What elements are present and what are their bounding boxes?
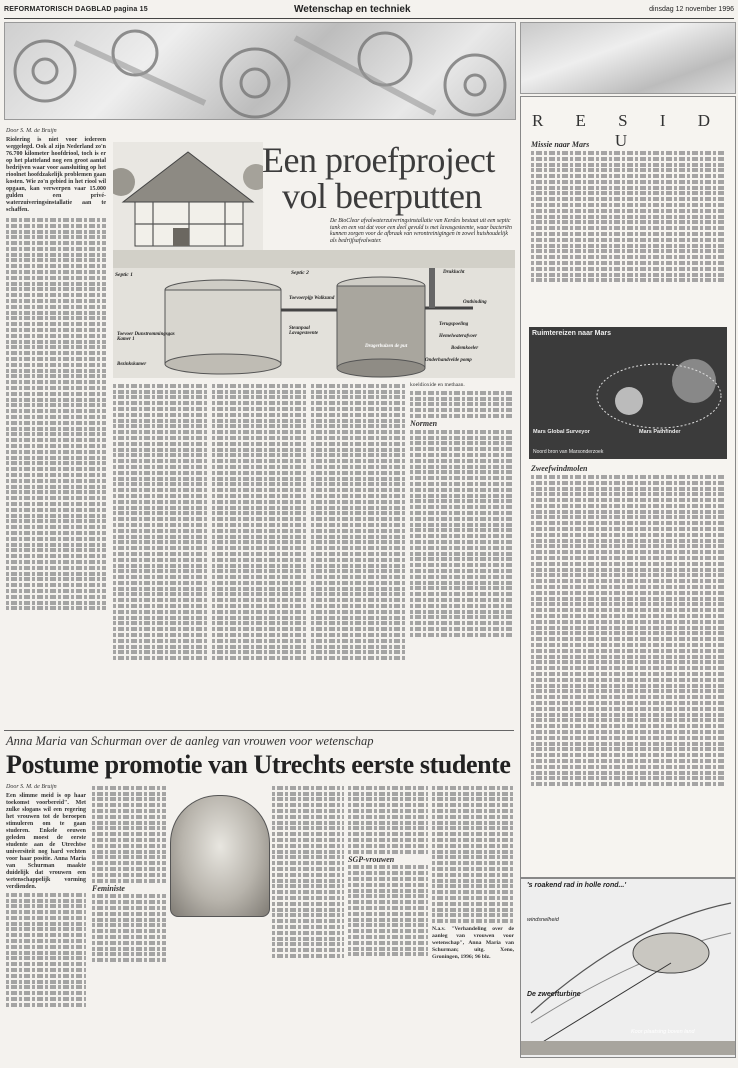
mars-figure-title: Ruimtereizen naar Mars xyxy=(532,330,611,337)
diagram-label-toevoer: Toevoer Dunstrommingsgas Kamer 1 xyxy=(117,332,175,342)
diagram-label-septic-2: Septic 2 xyxy=(291,270,309,276)
article1-lead: Riolering is niet voor iedereen weggelegd. Ook al zijn Nederland zo'n 76.700 kilometer hoofdriool, toch is er op het platteland nog een groot aantal bedrijven waar voor aansluiting op het rioolnet hoofdzakelijk problemen gaan kosten. Wie zo'n gebied in het riool wil opgaan, kan verwerpen vaar 15.000 gulden een privé-waterzuiveringsinstallatie aan te schaffen. xyxy=(6,136,106,213)
article2-column-1 xyxy=(6,784,86,1064)
article1-column-1 xyxy=(6,128,106,688)
mars-legend-surveyor: Mars Global Surveyor xyxy=(533,429,590,435)
wind-label-zweefturbine: De zweefturbine xyxy=(527,991,581,998)
diagram-label-toevoerpijp: Toevoerpijp Walkzand xyxy=(289,296,335,301)
diagram-label-druklucht: Druklucht xyxy=(443,270,465,275)
article1-note: koeldioxide en methaan. xyxy=(410,382,465,388)
article2-column-3 xyxy=(272,784,344,1064)
page-header xyxy=(4,4,734,19)
article2-column-4 xyxy=(348,784,428,1064)
mars-figure-credit: Noord bron van Marsonderzoek xyxy=(533,449,604,455)
article2-column-5 xyxy=(432,784,514,1064)
technology-banner-image-right xyxy=(520,22,736,94)
article1-column-2 xyxy=(113,382,208,712)
article1-column-5 xyxy=(410,382,514,712)
diagram-label-hemelwater: Hemelwaterafvoer xyxy=(439,334,478,339)
article1-subhead-normen: Normen xyxy=(410,418,438,428)
article2-kicker: Anna Maria van Schurman over de aanleg van vrouwen voor wetenschap xyxy=(6,734,374,748)
section-divider xyxy=(4,730,514,731)
wind-label-windsnelheid: windsnelheid xyxy=(527,917,559,923)
diagram-label-septic-1: Septic 1 xyxy=(115,272,133,278)
article1-caption: De BioClear afvalwaterzuiveringsinstallatie van Kerdes bestaat uit een septic tank en een vat dat voor een deel gevuld is met lavasgesteente, waar bacteriën kunnen zorgen voor de afbraak van verontreinigingen in zowel huishoudelijk als bedrijfsafvalwater. xyxy=(330,218,512,245)
gears-illustration xyxy=(5,23,515,119)
newspaper-name: REFORMATORISCH DAGBLAD pagina 15 xyxy=(4,6,148,13)
section-title: Wetenschap en techniek xyxy=(294,4,411,15)
diagram-label-ontbinding: Ontbinding xyxy=(463,300,487,305)
technology-banner-image xyxy=(4,22,516,120)
diagram-label-terugspoeling: Terugspoeling xyxy=(439,322,469,327)
diagram-label-pomp: Onderhandvelde pomp xyxy=(425,358,472,363)
article1-column-4 xyxy=(311,382,406,712)
article2-byline: Door S. M. de Bruijn xyxy=(6,784,57,790)
wind-turbine-illustration xyxy=(520,878,736,1058)
article2-lead: Een slimme meid is op haar toekomst voorbereid". Met zulke slogans wil een regering het vrouwen tot de beroepen stimuleren om te gaan studeren. Enkele eeuwen geleden moest de eerste studente aan de Utrechtse universiteit nog hard vechten voor haar positie. Anna Maria van Schurman maakte duidelijk dat vrouwen een wetenschappelijk vorming verdienden. xyxy=(6,792,86,890)
diagram-label-bodemkoeler: Bodemkoeler xyxy=(451,346,479,351)
article2-column-2 xyxy=(92,784,166,1064)
diagram-label-dragerbuizen: Dragerbuizen de put xyxy=(365,344,408,349)
article1-title-line1: Een proefproject xyxy=(262,140,495,180)
issue-date: dinsdag 12 november 1996 xyxy=(649,6,734,13)
anna-maria-portrait xyxy=(170,795,270,917)
diagram-label-bezinkskamer: Bezinkskamer xyxy=(117,362,147,367)
mars-legend-pathfinder: Mars Pathfinder xyxy=(639,429,681,435)
article2-subhead-feministe: Feministe xyxy=(92,883,125,893)
article2-title: Postume promotie van Utrechts eerste studente xyxy=(6,750,511,779)
article1-column-3 xyxy=(212,382,307,712)
article2-subhead-sgp: SGP-vrouwen xyxy=(348,854,395,864)
diagram-label-steunpaal: Steunpaal Lavagesteente xyxy=(289,326,319,336)
article1-title-line2: vol beerputten xyxy=(282,176,482,216)
article2-book-note: N.a.v. "Verhandeling over de aanleg van vrouwen voor wetenschap", Anna Maria van Schurman; uitg. Xeno, Groningen, 1996; 96 blz. xyxy=(432,926,514,960)
article1-byline: Door S. M. de Bruijn xyxy=(6,128,57,134)
residu-title: R E S I D U xyxy=(531,111,725,150)
residu-head-windmill: Zweefwindmolen xyxy=(531,464,588,473)
residu-sidebar xyxy=(520,96,736,878)
wind-illustration-title: 's roakend rad in holle rond...' xyxy=(527,882,627,889)
septic-system-diagram xyxy=(113,250,515,378)
residu-windmill-article xyxy=(531,463,725,873)
article1-title xyxy=(262,142,495,214)
farmhouse-illustration xyxy=(113,142,263,250)
wind-label-plaatsing: Koor plaatsing boven land xyxy=(631,1029,695,1035)
article1-body-text xyxy=(6,218,106,610)
residu-mars-article xyxy=(531,139,725,309)
residu-head-mars: Missie naar Mars xyxy=(531,140,590,149)
mars-figure xyxy=(529,327,727,459)
